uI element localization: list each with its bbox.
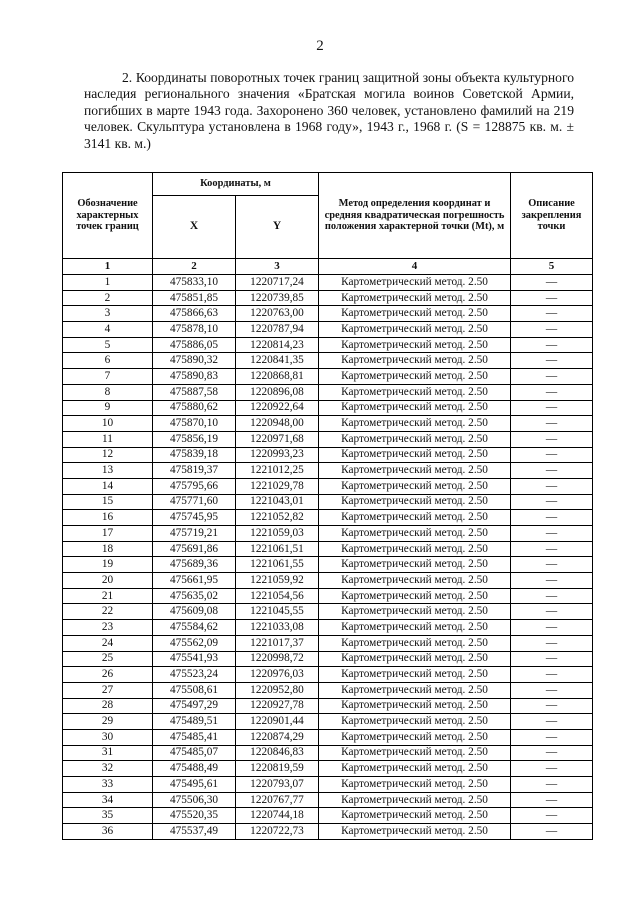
method-cell: Картометрический метод. 2.50	[319, 761, 511, 777]
x-coordinate-cell: 475719,21	[153, 526, 236, 542]
description-cell: —	[511, 604, 593, 620]
description-cell: —	[511, 698, 593, 714]
point-number-cell: 12	[63, 447, 153, 463]
method-cell: Картометрический метод. 2.50	[319, 824, 511, 840]
method-cell: Картометрический метод. 2.50	[319, 682, 511, 698]
description-cell: —	[511, 353, 593, 369]
method-cell: Картометрический метод. 2.50	[319, 667, 511, 683]
y-coordinate-cell: 1221017,37	[236, 635, 319, 651]
description-cell: —	[511, 526, 593, 542]
y-coordinate-cell: 1220717,24	[236, 275, 319, 291]
table-row	[63, 635, 593, 651]
description-cell: —	[511, 651, 593, 667]
description-cell: —	[511, 729, 593, 745]
description-cell: —	[511, 400, 593, 416]
table-row	[63, 400, 593, 416]
table-row	[63, 510, 593, 526]
table-row	[63, 384, 593, 400]
point-number-cell: 1	[63, 275, 153, 291]
description-cell: —	[511, 824, 593, 840]
description-cell: —	[511, 337, 593, 353]
method-cell: Картометрический метод. 2.50	[319, 400, 511, 416]
description-cell: —	[511, 682, 593, 698]
table-row	[63, 604, 593, 620]
y-coordinate-cell: 1221033,08	[236, 620, 319, 636]
x-coordinate-cell: 475562,09	[153, 635, 236, 651]
y-coordinate-cell: 1220846,83	[236, 745, 319, 761]
method-cell: Картометрический метод. 2.50	[319, 322, 511, 338]
description-cell: —	[511, 588, 593, 604]
y-coordinate-cell: 1220793,07	[236, 777, 319, 793]
point-number-cell: 28	[63, 698, 153, 714]
table-row	[63, 494, 593, 510]
description-cell: —	[511, 447, 593, 463]
y-coordinate-cell: 1221061,55	[236, 557, 319, 573]
description-cell: —	[511, 667, 593, 683]
method-cell: Картометрический метод. 2.50	[319, 588, 511, 604]
description-cell: —	[511, 369, 593, 385]
point-number-cell: 9	[63, 400, 153, 416]
description-cell: —	[511, 714, 593, 730]
point-number-cell: 26	[63, 667, 153, 683]
point-number-cell: 18	[63, 541, 153, 557]
y-coordinate-cell: 1221052,82	[236, 510, 319, 526]
y-coordinate-cell: 1220819,59	[236, 761, 319, 777]
point-number-cell: 8	[63, 384, 153, 400]
description-cell: —	[511, 306, 593, 322]
method-cell: Картометрический метод. 2.50	[319, 698, 511, 714]
description-cell: —	[511, 416, 593, 432]
x-coordinate-cell: 475866,63	[153, 306, 236, 322]
table-row	[63, 478, 593, 494]
method-cell: Картометрический метод. 2.50	[319, 573, 511, 589]
column-number: 2	[153, 259, 236, 275]
column-number: 1	[63, 259, 153, 275]
x-coordinate-cell: 475541,93	[153, 651, 236, 667]
point-number-cell: 15	[63, 494, 153, 510]
x-coordinate-cell: 475880,62	[153, 400, 236, 416]
description-cell: —	[511, 635, 593, 651]
table-row	[63, 651, 593, 667]
description-cell: —	[511, 478, 593, 494]
x-coordinate-cell: 475485,41	[153, 729, 236, 745]
x-coordinate-cell: 475833,10	[153, 275, 236, 291]
description-cell: —	[511, 620, 593, 636]
x-coordinate-cell: 475661,95	[153, 573, 236, 589]
table-body	[63, 275, 593, 840]
description-cell: —	[511, 808, 593, 824]
method-cell: Картометрический метод. 2.50	[319, 745, 511, 761]
x-coordinate-cell: 475745,95	[153, 510, 236, 526]
point-number-cell: 17	[63, 526, 153, 542]
x-coordinate-cell: 475771,60	[153, 494, 236, 510]
y-coordinate-cell: 1220998,72	[236, 651, 319, 667]
header-description: Описание закрепления точки	[511, 173, 593, 259]
y-coordinate-cell: 1220896,08	[236, 384, 319, 400]
method-cell: Картометрический метод. 2.50	[319, 526, 511, 542]
point-number-cell: 6	[63, 353, 153, 369]
x-coordinate-cell: 475537,49	[153, 824, 236, 840]
table-row	[63, 337, 593, 353]
point-number-cell: 27	[63, 682, 153, 698]
x-coordinate-cell: 475609,08	[153, 604, 236, 620]
description-cell: —	[511, 557, 593, 573]
point-number-cell: 19	[63, 557, 153, 573]
y-coordinate-cell: 1221045,55	[236, 604, 319, 620]
column-number: 5	[511, 259, 593, 275]
x-coordinate-cell: 475890,83	[153, 369, 236, 385]
header-y: Y	[236, 196, 319, 259]
method-cell: Картометрический метод. 2.50	[319, 275, 511, 291]
y-coordinate-cell: 1220993,23	[236, 447, 319, 463]
table-row	[63, 526, 593, 542]
point-number-cell: 24	[63, 635, 153, 651]
method-cell: Картометрический метод. 2.50	[319, 290, 511, 306]
table-row	[63, 290, 593, 306]
y-coordinate-cell: 1220927,78	[236, 698, 319, 714]
point-number-cell: 10	[63, 416, 153, 432]
table-row	[63, 588, 593, 604]
y-coordinate-cell: 1220763,00	[236, 306, 319, 322]
y-coordinate-cell: 1221059,03	[236, 526, 319, 542]
x-coordinate-cell: 475691,86	[153, 541, 236, 557]
method-cell: Картометрический метод. 2.50	[319, 494, 511, 510]
table-row	[63, 745, 593, 761]
table-row	[63, 698, 593, 714]
x-coordinate-cell: 475886,05	[153, 337, 236, 353]
y-coordinate-cell: 1220976,03	[236, 667, 319, 683]
y-coordinate-cell: 1220874,29	[236, 729, 319, 745]
table-row	[63, 447, 593, 463]
method-cell: Картометрический метод. 2.50	[319, 447, 511, 463]
y-coordinate-cell: 1220868,81	[236, 369, 319, 385]
method-cell: Картометрический метод. 2.50	[319, 384, 511, 400]
header-x: X	[153, 196, 236, 259]
method-cell: Картометрический метод. 2.50	[319, 604, 511, 620]
point-number-cell: 34	[63, 792, 153, 808]
description-cell: —	[511, 290, 593, 306]
table-row	[63, 808, 593, 824]
point-number-cell: 33	[63, 777, 153, 793]
method-cell: Картометрический метод. 2.50	[319, 620, 511, 636]
table-row	[63, 322, 593, 338]
x-coordinate-cell: 475887,58	[153, 384, 236, 400]
point-number-cell: 36	[63, 824, 153, 840]
method-cell: Картометрический метод. 2.50	[319, 541, 511, 557]
table-row	[63, 463, 593, 479]
point-number-cell: 21	[63, 588, 153, 604]
y-coordinate-cell: 1220971,68	[236, 431, 319, 447]
point-number-cell: 35	[63, 808, 153, 824]
point-number-cell: 3	[63, 306, 153, 322]
x-coordinate-cell: 475635,02	[153, 588, 236, 604]
point-number-cell: 25	[63, 651, 153, 667]
table-row	[63, 306, 593, 322]
method-cell: Картометрический метод. 2.50	[319, 353, 511, 369]
point-number-cell: 16	[63, 510, 153, 526]
y-coordinate-cell: 1220767,77	[236, 792, 319, 808]
table-row	[63, 667, 593, 683]
point-number-cell: 23	[63, 620, 153, 636]
y-coordinate-cell: 1220722,73	[236, 824, 319, 840]
description-cell: —	[511, 494, 593, 510]
x-coordinate-cell: 475495,61	[153, 777, 236, 793]
table-row	[63, 541, 593, 557]
method-cell: Картометрический метод. 2.50	[319, 337, 511, 353]
table-row	[63, 275, 593, 291]
x-coordinate-cell: 475890,32	[153, 353, 236, 369]
point-number-cell: 11	[63, 431, 153, 447]
table-row	[63, 682, 593, 698]
y-coordinate-cell: 1221054,56	[236, 588, 319, 604]
x-coordinate-cell: 475878,10	[153, 322, 236, 338]
table-row	[63, 824, 593, 840]
x-coordinate-cell: 475506,30	[153, 792, 236, 808]
header-coordinates: Координаты, м	[153, 173, 319, 196]
section-text: Координаты поворотных точек границ защитной зоны объекта культурного наследия регионального значения «Братская могила воинов Советской Армии, погибших в марте 1943 года. Захоронено 360 человек, установлено фамилий на 219 человек. Скульптура установлена в 1968 году», 1943 г., 1968 г. (S = 128875 кв. м. ± 3141 кв. м.)	[84, 70, 574, 151]
coordinates-table	[62, 172, 593, 840]
page-number: 2	[316, 38, 324, 54]
table-row	[63, 714, 593, 730]
table-row	[63, 792, 593, 808]
point-number-cell: 14	[63, 478, 153, 494]
method-cell: Картометрический метод. 2.50	[319, 729, 511, 745]
y-coordinate-cell: 1220744,18	[236, 808, 319, 824]
description-cell: —	[511, 541, 593, 557]
y-coordinate-cell: 1220901,44	[236, 714, 319, 730]
x-coordinate-cell: 475819,37	[153, 463, 236, 479]
header-method-text: Метод определения координат и средняя квадратическая погрешность положения характерной точки (Mt), м	[324, 198, 505, 233]
method-cell: Картометрический метод. 2.50	[319, 416, 511, 432]
y-coordinate-cell: 1220814,23	[236, 337, 319, 353]
point-number-cell: 32	[63, 761, 153, 777]
point-number-cell: 20	[63, 573, 153, 589]
description-cell: —	[511, 745, 593, 761]
method-cell: Картометрический метод. 2.50	[319, 777, 511, 793]
x-coordinate-cell: 475795,66	[153, 478, 236, 494]
method-cell: Картометрический метод. 2.50	[319, 463, 511, 479]
x-coordinate-cell: 475689,36	[153, 557, 236, 573]
y-coordinate-cell: 1221043,01	[236, 494, 319, 510]
section-number: 2.	[122, 70, 133, 85]
description-cell: —	[511, 761, 593, 777]
x-coordinate-cell: 475489,51	[153, 714, 236, 730]
x-coordinate-cell: 475488,49	[153, 761, 236, 777]
x-coordinate-cell: 475508,61	[153, 682, 236, 698]
x-coordinate-cell: 475520,35	[153, 808, 236, 824]
x-coordinate-cell: 475584,62	[153, 620, 236, 636]
y-coordinate-cell: 1220948,00	[236, 416, 319, 432]
y-coordinate-cell: 1220739,85	[236, 290, 319, 306]
x-coordinate-cell: 475497,29	[153, 698, 236, 714]
x-coordinate-cell: 475839,18	[153, 447, 236, 463]
section-paragraph	[84, 70, 574, 152]
point-number-cell: 4	[63, 322, 153, 338]
method-cell: Картометрический метод. 2.50	[319, 557, 511, 573]
y-coordinate-cell: 1221059,92	[236, 573, 319, 589]
point-number-cell: 30	[63, 729, 153, 745]
description-cell: —	[511, 322, 593, 338]
table-row	[63, 761, 593, 777]
table-row	[63, 416, 593, 432]
description-cell: —	[511, 792, 593, 808]
x-coordinate-cell: 475851,85	[153, 290, 236, 306]
y-coordinate-cell: 1221061,51	[236, 541, 319, 557]
method-cell: Картометрический метод. 2.50	[319, 431, 511, 447]
column-number-row	[63, 259, 593, 275]
method-cell: Картометрический метод. 2.50	[319, 369, 511, 385]
description-cell: —	[511, 463, 593, 479]
y-coordinate-cell: 1220841,35	[236, 353, 319, 369]
method-cell: Картометрический метод. 2.50	[319, 792, 511, 808]
description-cell: —	[511, 275, 593, 291]
table-row	[63, 353, 593, 369]
table-row	[63, 431, 593, 447]
point-number-cell: 5	[63, 337, 153, 353]
table-row	[63, 369, 593, 385]
y-coordinate-cell: 1221012,25	[236, 463, 319, 479]
method-cell: Картометрический метод. 2.50	[319, 510, 511, 526]
table-row	[63, 729, 593, 745]
table-row	[63, 777, 593, 793]
point-number-cell: 29	[63, 714, 153, 730]
point-number-cell: 31	[63, 745, 153, 761]
x-coordinate-cell: 475856,19	[153, 431, 236, 447]
y-coordinate-cell: 1221029,78	[236, 478, 319, 494]
column-number: 4	[319, 259, 511, 275]
y-coordinate-cell: 1220922,64	[236, 400, 319, 416]
description-cell: —	[511, 573, 593, 589]
y-coordinate-cell: 1220787,94	[236, 322, 319, 338]
point-number-cell: 22	[63, 604, 153, 620]
method-cell: Картометрический метод. 2.50	[319, 635, 511, 651]
x-coordinate-cell: 475523,24	[153, 667, 236, 683]
description-cell: —	[511, 431, 593, 447]
column-number: 3	[236, 259, 319, 275]
header-method	[319, 173, 511, 259]
method-cell: Картометрический метод. 2.50	[319, 714, 511, 730]
point-number-cell: 13	[63, 463, 153, 479]
description-cell: —	[511, 510, 593, 526]
table-row	[63, 620, 593, 636]
method-cell: Картометрический метод. 2.50	[319, 808, 511, 824]
point-number-cell: 2	[63, 290, 153, 306]
table-row	[63, 573, 593, 589]
method-cell: Картометрический метод. 2.50	[319, 306, 511, 322]
x-coordinate-cell: 475485,07	[153, 745, 236, 761]
x-coordinate-cell: 475870,10	[153, 416, 236, 432]
method-cell: Картометрический метод. 2.50	[319, 478, 511, 494]
point-number-cell: 7	[63, 369, 153, 385]
description-cell: —	[511, 777, 593, 793]
table-row	[63, 557, 593, 573]
header-designation: Обозначение характерных точек границ	[63, 173, 153, 259]
description-cell: —	[511, 384, 593, 400]
method-cell: Картометрический метод. 2.50	[319, 651, 511, 667]
y-coordinate-cell: 1220952,80	[236, 682, 319, 698]
